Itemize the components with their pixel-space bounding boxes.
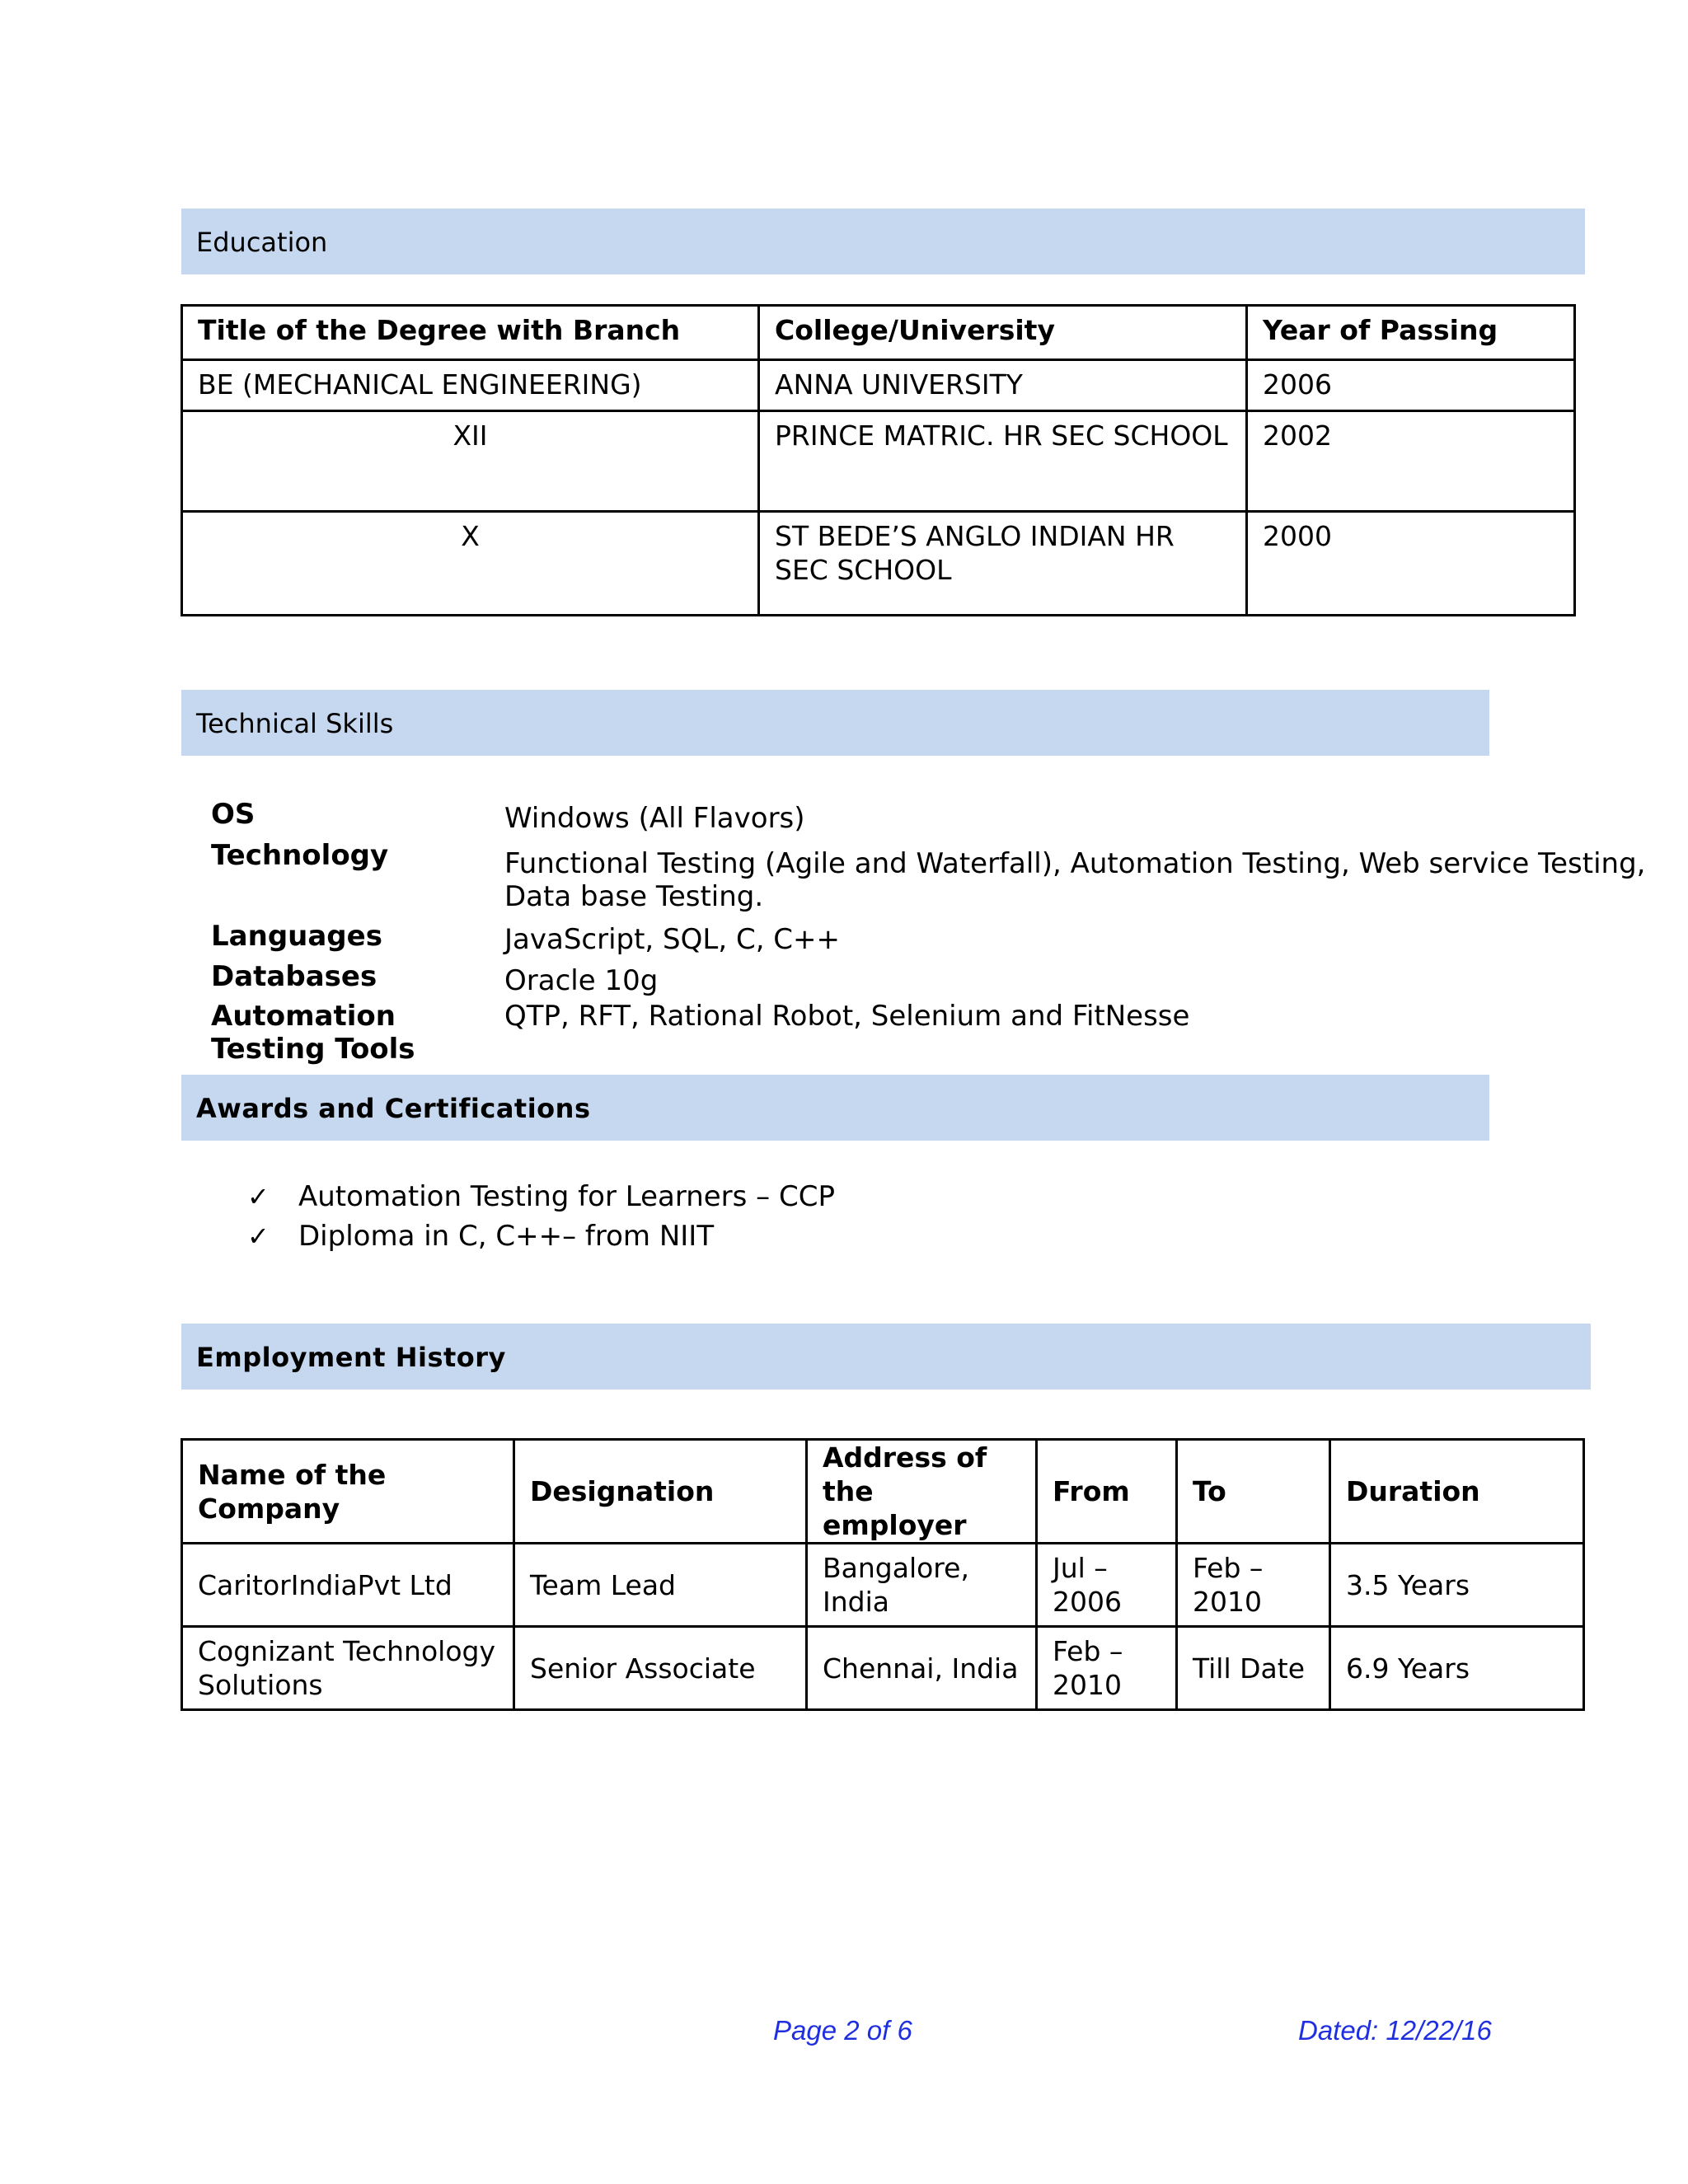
skill-label: Languages: [211, 920, 382, 953]
skill-value: JavaScript, SQL, C, C++: [504, 923, 841, 956]
company-cell: Cognizant Technology Solutions: [182, 1627, 514, 1710]
award-text: Diploma in C, C++– from NIIT: [298, 1220, 715, 1253]
table-row: [182, 512, 1575, 616]
address-cell: Bangalore, India: [807, 1544, 1037, 1627]
to-cell: Till Date: [1177, 1627, 1330, 1710]
degree-cell: XII: [182, 411, 759, 512]
year-cell: 2006: [1247, 360, 1575, 411]
header-company: Name of the Company: [182, 1440, 514, 1544]
header-college: College/University: [759, 306, 1247, 360]
duration-cell: 6.9 Years: [1330, 1627, 1584, 1710]
list-item: [247, 1177, 835, 1216]
table-row: [182, 1627, 1584, 1710]
degree-cell: X: [182, 512, 759, 616]
skills-heading: Technical Skills: [181, 690, 1489, 756]
awards-list: [247, 1177, 835, 1256]
skill-value: Windows (All Flavors): [504, 802, 805, 835]
checkmark-icon: ✓: [247, 1181, 270, 1212]
college-cell: ANNA UNIVERSITY: [759, 360, 1247, 411]
skill-label: Technology: [211, 839, 389, 872]
list-item: [247, 1216, 835, 1256]
skill-label: Automation Testing Tools: [211, 1000, 415, 1066]
designation-cell: Senior Associate: [514, 1627, 807, 1710]
education-table: [181, 304, 1576, 616]
table-header-row: [182, 306, 1575, 360]
college-cell: ST BEDE’S ANGLO INDIAN HR SEC SCHOOL: [759, 512, 1247, 616]
education-heading: Education: [181, 209, 1585, 274]
header-degree: Title of the Degree with Branch: [182, 306, 759, 360]
to-cell: Feb – 2010: [1177, 1544, 1330, 1627]
table-row: [182, 360, 1575, 411]
table-row: [182, 1544, 1584, 1627]
designation-cell: Team Lead: [514, 1544, 807, 1627]
from-cell: Jul – 2006: [1037, 1544, 1177, 1627]
header-year: Year of Passing: [1247, 306, 1575, 360]
checkmark-icon: ✓: [247, 1221, 270, 1252]
table-header-row: [182, 1440, 1584, 1544]
company-cell: CaritorIndiaPvt Ltd: [182, 1544, 514, 1627]
skill-label: Databases: [211, 960, 377, 993]
header-address: Address of the employer: [807, 1440, 1037, 1544]
award-text: Automation Testing for Learners – CCP: [298, 1180, 835, 1213]
skill-value: QTP, RFT, Rational Robot, Selenium and FitNesse: [504, 1000, 1190, 1033]
from-cell: Feb – 2010: [1037, 1627, 1177, 1710]
header-duration: Duration: [1330, 1440, 1584, 1544]
duration-cell: 3.5 Years: [1330, 1544, 1584, 1627]
year-cell: 2000: [1247, 512, 1575, 616]
skill-label: OS: [211, 798, 256, 831]
skill-value: Oracle 10g: [504, 964, 659, 997]
employment-heading: Employment History: [181, 1324, 1591, 1390]
awards-heading: Awards and Certifications: [181, 1075, 1489, 1141]
table-row: [182, 411, 1575, 512]
header-to: To: [1177, 1440, 1330, 1544]
year-cell: 2002: [1247, 411, 1575, 512]
employment-table: [181, 1438, 1585, 1711]
page-number: Page 2 of 6: [773, 2015, 912, 2046]
skill-value: Functional Testing (Agile and Waterfall), Automation Testing, Web service Testing, Data base Testing.: [504, 847, 1646, 913]
address-cell: Chennai, India: [807, 1627, 1037, 1710]
degree-cell: BE (MECHANICAL ENGINEERING): [182, 360, 759, 411]
header-designation: Designation: [514, 1440, 807, 1544]
dated-label: Dated: 12/22/16: [1298, 2015, 1492, 2046]
header-from: From: [1037, 1440, 1177, 1544]
college-cell: PRINCE MATRIC. HR SEC SCHOOL: [759, 411, 1247, 512]
